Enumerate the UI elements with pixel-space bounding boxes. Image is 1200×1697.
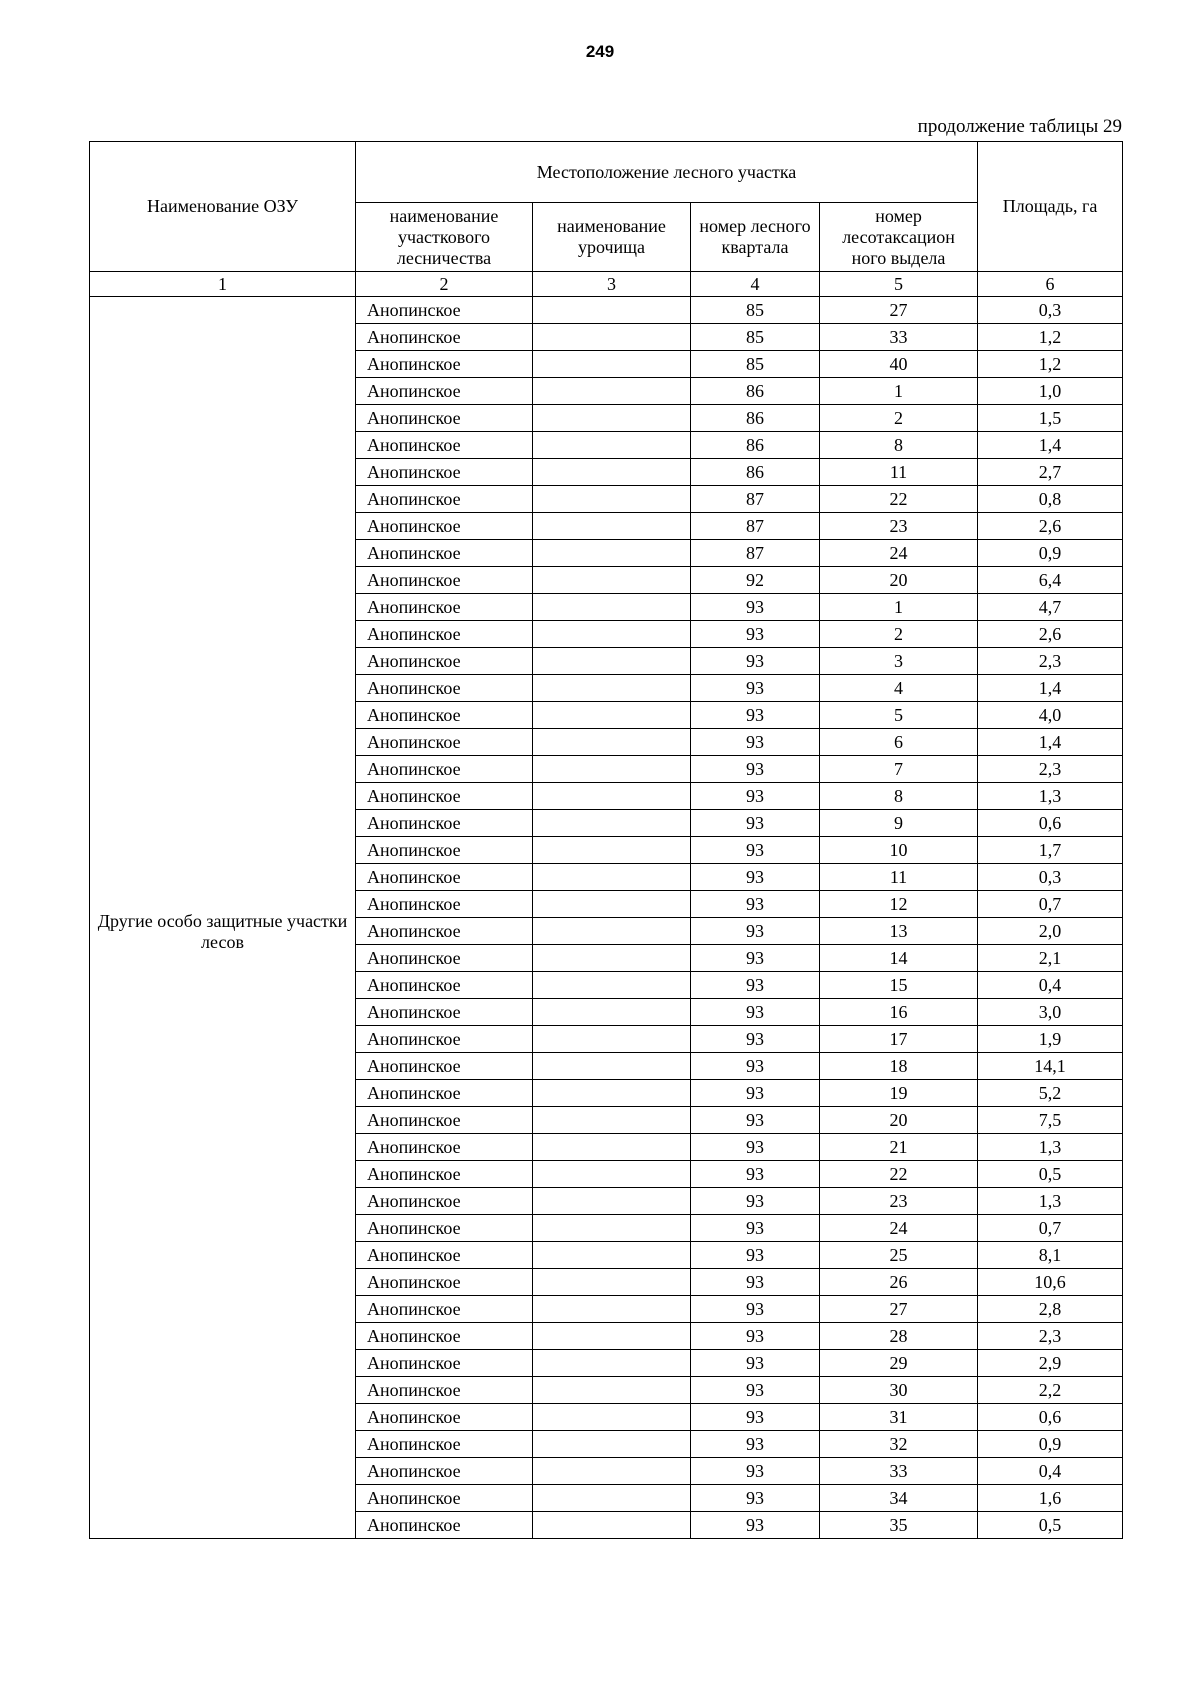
cell-tract (533, 702, 691, 729)
cell-tract (533, 1431, 691, 1458)
cell-tract (533, 1242, 691, 1269)
cell-area: 2,9 (978, 1350, 1123, 1377)
cell-stand: 27 (820, 297, 978, 324)
cell-forestry: Анопинское (356, 1296, 533, 1323)
cell-tract (533, 513, 691, 540)
cell-quarter: 92 (691, 567, 820, 594)
column-number: 3 (533, 272, 691, 297)
cell-stand: 25 (820, 1242, 978, 1269)
cell-quarter: 85 (691, 297, 820, 324)
cell-forestry: Анопинское (356, 540, 533, 567)
cell-forestry: Анопинское (356, 432, 533, 459)
cell-area: 4,7 (978, 594, 1123, 621)
cell-area: 2,1 (978, 945, 1123, 972)
cell-stand: 30 (820, 1377, 978, 1404)
cell-stand: 28 (820, 1323, 978, 1350)
cell-area: 8,1 (978, 1242, 1123, 1269)
cell-stand: 32 (820, 1431, 978, 1458)
cell-forestry: Анопинское (356, 918, 533, 945)
cell-forestry: Анопинское (356, 648, 533, 675)
cell-stand: 27 (820, 1296, 978, 1323)
cell-quarter: 93 (691, 1458, 820, 1485)
cell-stand: 10 (820, 837, 978, 864)
cell-quarter: 93 (691, 1080, 820, 1107)
cell-quarter: 86 (691, 378, 820, 405)
cell-forestry: Анопинское (356, 1053, 533, 1080)
cell-forestry: Анопинское (356, 837, 533, 864)
cell-quarter: 93 (691, 1431, 820, 1458)
cell-tract (533, 594, 691, 621)
cell-area: 2,7 (978, 459, 1123, 486)
table-body (90, 297, 1123, 1539)
cell-area: 0,9 (978, 1431, 1123, 1458)
category-cell: Другие особо защитные участки лесов (90, 297, 356, 1539)
cell-stand: 31 (820, 1404, 978, 1431)
cell-area: 2,6 (978, 513, 1123, 540)
cell-tract (533, 1458, 691, 1485)
cell-stand: 12 (820, 891, 978, 918)
cell-area: 0,7 (978, 1215, 1123, 1242)
cell-stand: 13 (820, 918, 978, 945)
cell-forestry: Анопинское (356, 1242, 533, 1269)
cell-quarter: 93 (691, 1215, 820, 1242)
cell-area: 1,3 (978, 1188, 1123, 1215)
cell-forestry: Анопинское (356, 459, 533, 486)
cell-tract (533, 1350, 691, 1377)
cell-quarter: 93 (691, 648, 820, 675)
cell-tract (533, 891, 691, 918)
cell-forestry: Анопинское (356, 378, 533, 405)
cell-stand: 18 (820, 1053, 978, 1080)
cell-stand: 6 (820, 729, 978, 756)
cell-stand: 24 (820, 1215, 978, 1242)
cell-area: 2,3 (978, 648, 1123, 675)
cell-quarter: 86 (691, 459, 820, 486)
cell-forestry: Анопинское (356, 1026, 533, 1053)
header-quarter: номер лесного квартала (691, 203, 820, 272)
cell-stand: 3 (820, 648, 978, 675)
cell-tract (533, 297, 691, 324)
cell-tract (533, 405, 691, 432)
cell-forestry: Анопинское (356, 810, 533, 837)
cell-tract (533, 324, 691, 351)
cell-quarter: 93 (691, 945, 820, 972)
cell-forestry: Анопинское (356, 702, 533, 729)
cell-quarter: 93 (691, 1350, 820, 1377)
cell-area: 1,0 (978, 378, 1123, 405)
cell-area: 1,9 (978, 1026, 1123, 1053)
cell-area: 2,6 (978, 621, 1123, 648)
cell-forestry: Анопинское (356, 864, 533, 891)
cell-stand: 22 (820, 486, 978, 513)
cell-stand: 23 (820, 1188, 978, 1215)
cell-area: 2,2 (978, 1377, 1123, 1404)
cell-area: 0,4 (978, 972, 1123, 999)
cell-quarter: 93 (691, 810, 820, 837)
cell-tract (533, 945, 691, 972)
header-ozu-name: Наименование ОЗУ (90, 142, 356, 272)
table-continuation-label: продолжение таблицы 29 (917, 116, 1122, 137)
cell-quarter: 93 (691, 1107, 820, 1134)
cell-tract (533, 675, 691, 702)
cell-area: 1,3 (978, 783, 1123, 810)
cell-tract (533, 1026, 691, 1053)
cell-forestry: Анопинское (356, 297, 533, 324)
cell-tract (533, 621, 691, 648)
cell-quarter: 85 (691, 351, 820, 378)
cell-area: 0,3 (978, 297, 1123, 324)
cell-area: 0,3 (978, 864, 1123, 891)
cell-area: 2,3 (978, 1323, 1123, 1350)
cell-forestry: Анопинское (356, 1512, 533, 1539)
cell-quarter: 93 (691, 1242, 820, 1269)
cell-quarter: 93 (691, 1485, 820, 1512)
cell-stand: 19 (820, 1080, 978, 1107)
cell-forestry: Анопинское (356, 891, 533, 918)
cell-tract (533, 1485, 691, 1512)
cell-stand: 1 (820, 378, 978, 405)
cell-stand: 20 (820, 1107, 978, 1134)
cell-quarter: 93 (691, 1404, 820, 1431)
cell-quarter: 93 (691, 1323, 820, 1350)
cell-tract (533, 567, 691, 594)
cell-tract (533, 1323, 691, 1350)
header-area: Площадь, га (978, 142, 1123, 272)
cell-forestry: Анопинское (356, 1269, 533, 1296)
cell-area: 0,9 (978, 540, 1123, 567)
cell-area: 2,3 (978, 756, 1123, 783)
cell-area: 7,5 (978, 1107, 1123, 1134)
cell-tract (533, 1296, 691, 1323)
cell-forestry: Анопинское (356, 1188, 533, 1215)
cell-tract (533, 972, 691, 999)
cell-stand: 11 (820, 864, 978, 891)
cell-forestry: Анопинское (356, 783, 533, 810)
cell-quarter: 93 (691, 783, 820, 810)
cell-forestry: Анопинское (356, 729, 533, 756)
cell-forestry: Анопинское (356, 1350, 533, 1377)
page-number: 249 (585, 42, 615, 61)
cell-forestry: Анопинское (356, 999, 533, 1026)
cell-stand: 23 (820, 513, 978, 540)
header-tract: наименование урочища (533, 203, 691, 272)
cell-quarter: 93 (691, 837, 820, 864)
cell-quarter: 93 (691, 1161, 820, 1188)
cell-area: 5,2 (978, 1080, 1123, 1107)
cell-tract (533, 459, 691, 486)
cell-tract (533, 432, 691, 459)
cell-stand: 11 (820, 459, 978, 486)
cell-tract (533, 1512, 691, 1539)
cell-stand: 35 (820, 1512, 978, 1539)
cell-tract (533, 1053, 691, 1080)
cell-area: 3,0 (978, 999, 1123, 1026)
cell-area: 1,2 (978, 351, 1123, 378)
cell-forestry: Анопинское (356, 405, 533, 432)
cell-tract (533, 486, 691, 513)
cell-area: 1,6 (978, 1485, 1123, 1512)
cell-forestry: Анопинское (356, 486, 533, 513)
cell-quarter: 86 (691, 432, 820, 459)
cell-quarter: 93 (691, 1188, 820, 1215)
cell-forestry: Анопинское (356, 1161, 533, 1188)
cell-area: 0,7 (978, 891, 1123, 918)
cell-quarter: 93 (691, 891, 820, 918)
column-number: 5 (820, 272, 978, 297)
cell-area: 2,0 (978, 918, 1123, 945)
cell-area: 0,5 (978, 1512, 1123, 1539)
cell-area: 1,3 (978, 1134, 1123, 1161)
cell-quarter: 93 (691, 1512, 820, 1539)
cell-tract (533, 378, 691, 405)
cell-quarter: 93 (691, 1377, 820, 1404)
column-number: 1 (90, 272, 356, 297)
cell-stand: 7 (820, 756, 978, 783)
cell-quarter: 86 (691, 405, 820, 432)
cell-stand: 34 (820, 1485, 978, 1512)
cell-stand: 4 (820, 675, 978, 702)
cell-forestry: Анопинское (356, 1404, 533, 1431)
cell-area: 1,4 (978, 432, 1123, 459)
cell-forestry: Анопинское (356, 351, 533, 378)
cell-stand: 14 (820, 945, 978, 972)
cell-stand: 8 (820, 432, 978, 459)
cell-stand: 26 (820, 1269, 978, 1296)
cell-tract (533, 1107, 691, 1134)
column-number: 6 (978, 272, 1123, 297)
cell-tract (533, 810, 691, 837)
cell-area: 6,4 (978, 567, 1123, 594)
cell-tract (533, 540, 691, 567)
cell-tract (533, 837, 691, 864)
cell-tract (533, 783, 691, 810)
cell-area: 0,6 (978, 1404, 1123, 1431)
cell-area: 0,4 (978, 1458, 1123, 1485)
cell-stand: 22 (820, 1161, 978, 1188)
header-location: Местоположение лесного участка (356, 142, 978, 203)
cell-area: 1,5 (978, 405, 1123, 432)
cell-forestry: Анопинское (356, 675, 533, 702)
cell-stand: 40 (820, 351, 978, 378)
cell-area: 0,5 (978, 1161, 1123, 1188)
cell-stand: 17 (820, 1026, 978, 1053)
cell-quarter: 93 (691, 1296, 820, 1323)
cell-area: 1,4 (978, 729, 1123, 756)
cell-tract (533, 1188, 691, 1215)
cell-quarter: 93 (691, 702, 820, 729)
cell-forestry: Анопинское (356, 594, 533, 621)
cell-tract (533, 1134, 691, 1161)
cell-stand: 20 (820, 567, 978, 594)
cell-forestry: Анопинское (356, 945, 533, 972)
cell-quarter: 93 (691, 675, 820, 702)
cell-quarter: 87 (691, 540, 820, 567)
cell-area: 1,4 (978, 675, 1123, 702)
cell-stand: 24 (820, 540, 978, 567)
table-row (90, 297, 1123, 324)
cell-stand: 1 (820, 594, 978, 621)
column-number: 2 (356, 272, 533, 297)
cell-tract (533, 729, 691, 756)
cell-stand: 33 (820, 1458, 978, 1485)
column-number-row (90, 272, 1123, 297)
header-stand: номер лесотаксацион ного выдела (820, 203, 978, 272)
cell-stand: 9 (820, 810, 978, 837)
cell-area: 1,7 (978, 837, 1123, 864)
cell-forestry: Анопинское (356, 324, 533, 351)
cell-quarter: 93 (691, 621, 820, 648)
cell-quarter: 93 (691, 594, 820, 621)
cell-quarter: 93 (691, 729, 820, 756)
cell-forestry: Анопинское (356, 1080, 533, 1107)
cell-tract (533, 918, 691, 945)
cell-area: 2,8 (978, 1296, 1123, 1323)
cell-area: 0,8 (978, 486, 1123, 513)
header-forestry: наименование участкового лесничества (356, 203, 533, 272)
cell-forestry: Анопинское (356, 972, 533, 999)
cell-quarter: 93 (691, 972, 820, 999)
cell-quarter: 93 (691, 1053, 820, 1080)
cell-area: 14,1 (978, 1053, 1123, 1080)
cell-forestry: Анопинское (356, 1431, 533, 1458)
cell-tract (533, 999, 691, 1026)
cell-tract (533, 864, 691, 891)
cell-quarter: 87 (691, 486, 820, 513)
cell-tract (533, 1269, 691, 1296)
cell-quarter: 93 (691, 756, 820, 783)
cell-stand: 8 (820, 783, 978, 810)
cell-quarter: 93 (691, 1134, 820, 1161)
cell-forestry: Анопинское (356, 513, 533, 540)
cell-stand: 33 (820, 324, 978, 351)
cell-tract (533, 1215, 691, 1242)
cell-quarter: 93 (691, 1269, 820, 1296)
cell-tract (533, 351, 691, 378)
cell-forestry: Анопинское (356, 1107, 533, 1134)
cell-stand: 15 (820, 972, 978, 999)
cell-quarter: 93 (691, 864, 820, 891)
cell-quarter: 87 (691, 513, 820, 540)
cell-stand: 2 (820, 621, 978, 648)
cell-area: 4,0 (978, 702, 1123, 729)
cell-area: 10,6 (978, 1269, 1123, 1296)
column-number: 4 (691, 272, 820, 297)
cell-forestry: Анопинское (356, 1485, 533, 1512)
cell-forestry: Анопинское (356, 1134, 533, 1161)
cell-forestry: Анопинское (356, 621, 533, 648)
cell-forestry: Анопинское (356, 1458, 533, 1485)
cell-tract (533, 1404, 691, 1431)
cell-forestry: Анопинское (356, 1323, 533, 1350)
cell-area: 1,2 (978, 324, 1123, 351)
cell-stand: 29 (820, 1350, 978, 1377)
cell-quarter: 85 (691, 324, 820, 351)
cell-stand: 21 (820, 1134, 978, 1161)
cell-forestry: Анопинское (356, 567, 533, 594)
cell-tract (533, 648, 691, 675)
cell-stand: 2 (820, 405, 978, 432)
cell-tract (533, 1377, 691, 1404)
cell-stand: 16 (820, 999, 978, 1026)
cell-tract (533, 1161, 691, 1188)
cell-forestry: Анопинское (356, 1215, 533, 1242)
cell-forestry: Анопинское (356, 1377, 533, 1404)
cell-quarter: 93 (691, 918, 820, 945)
cell-tract (533, 756, 691, 783)
cell-quarter: 93 (691, 999, 820, 1026)
cell-quarter: 93 (691, 1026, 820, 1053)
cell-tract (533, 1080, 691, 1107)
cell-area: 0,6 (978, 810, 1123, 837)
ozu-table (89, 141, 1123, 1539)
cell-stand: 5 (820, 702, 978, 729)
cell-forestry: Анопинское (356, 756, 533, 783)
